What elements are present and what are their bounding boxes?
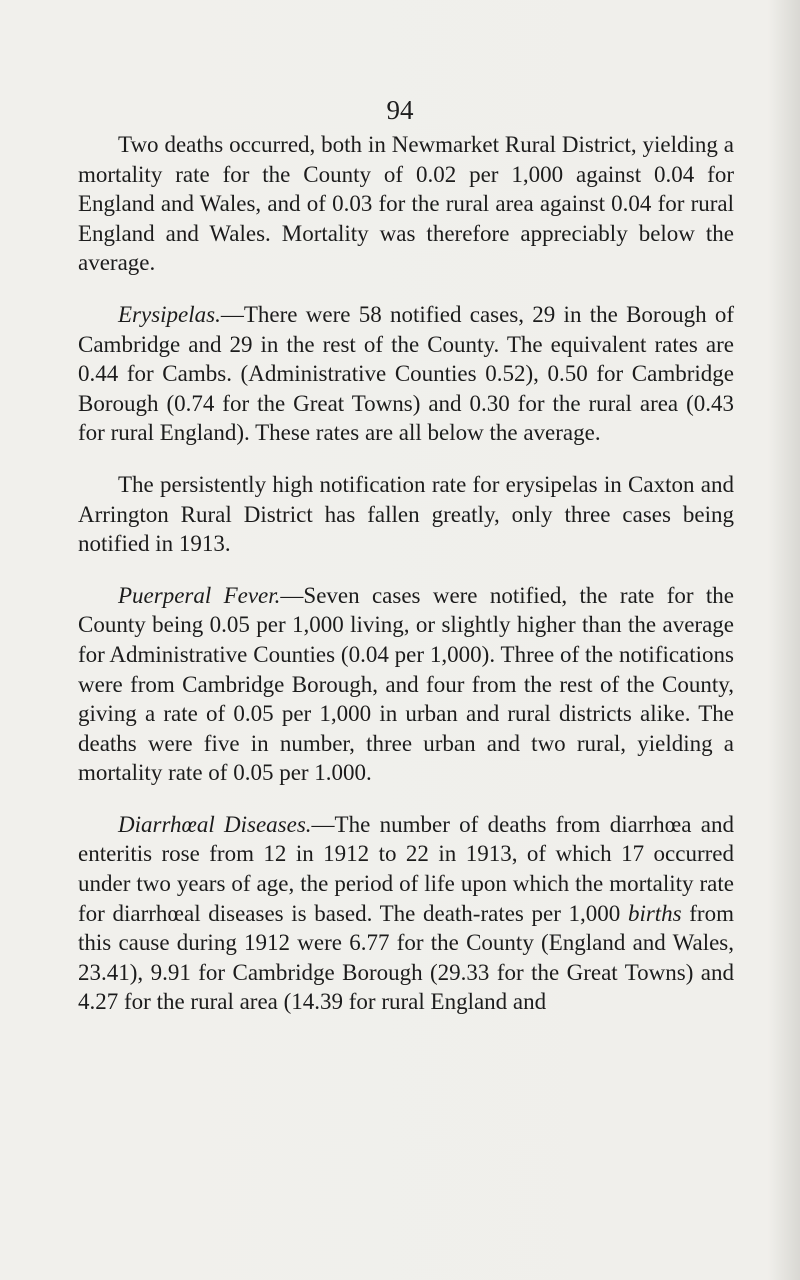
paragraph-text: —The number of deaths from diarrhœa and enteritis rose from 12 in 1912 to 22 in 1913, of which 17 occurred under two years of age, the period of life upon which the mortality rate for diarrhœal diseases is based. The death-rates per 1,000 <box>78 811 734 926</box>
emphasized-word: births <box>627 900 682 926</box>
paragraph-text: from this cause during 1912 were 6.77 for the County (England and Wales, 23.41), 9.91 for Cambridge Borough (29.33 for the Great Towns) and 4.27 for the rural area (14.39 for rural England and <box>78 900 734 1015</box>
paragraph-erysipelas <box>78 300 734 448</box>
paragraph-text: —Seven cases were notified, the rate for the County being 0.05 per 1,000 living, or slightly higher than the average for Administrative Counties (0.04 per 1,000). Three of the notifications were from Cambridge Borough, and four from the rest of the County, giving a rate of 0.05 per 1,000 in urban and rural districts alike. The deaths were five in number, three urban and two rural, yielding a mortality rate of 0.05 per 1.000. <box>78 582 734 786</box>
section-heading-diarrhoeal-diseases: Diarrhœal Diseases. <box>118 811 312 837</box>
paragraph-text: Two deaths occurred, both in Newmarket Rural District, yielding a mortality rate for the County of 0.02 per 1,000 against 0.04 for England and Wales, and of 0.03 for the rural area against 0.04 for rural England and Wales. Mortality was therefore appreciably below the average. <box>78 132 734 276</box>
paragraph-puerperal-fever <box>78 581 734 788</box>
paragraph-text: The persistently high notification rate for erysipelas in Caxton and Arrington Rural District has fallen greatly, only three cases being notified in 1913. <box>78 471 734 557</box>
page-number: 94 <box>386 95 414 125</box>
paragraph-diarrhoeal-diseases <box>78 810 734 1017</box>
section-heading-erysipelas: Erysipelas. <box>118 301 221 327</box>
paragraph-text: —There were 58 notified cases, 29 in the Borough of Cambridge and 29 in the rest of the County. The equivalent rates are 0.44 for Cambs. (Administrative Counties 0.52), 0.50 for Cambridge Borough (0.74 for the Great Towns) and 0.30 for the rural area (0.43 for rural England). These rates are all below the average. <box>78 301 734 446</box>
section-heading-puerperal-fever: Puerperal Fever. <box>118 582 281 608</box>
paragraph-caxton-arrington <box>78 470 734 559</box>
paragraph-mortality <box>78 130 734 278</box>
body-text <box>78 130 734 1039</box>
